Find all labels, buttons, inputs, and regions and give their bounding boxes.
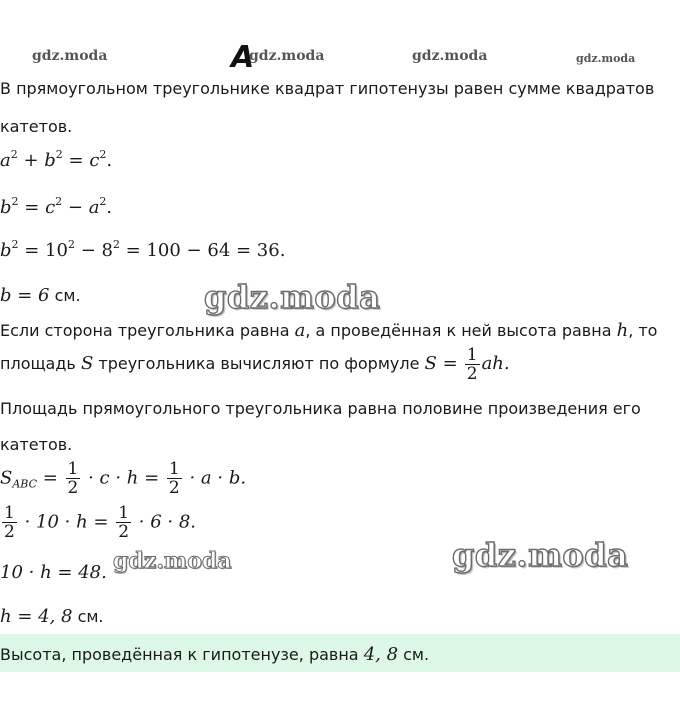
equation-s-abc: $S_{ABC}$ = $\frac{1}{2}$ · c · h = $\frac{1}{2}$ · a · b. xyxy=(0,459,247,498)
fraction-half: $\frac{1}{2}$ xyxy=(466,345,478,384)
right-area-line-1: Площадь прямоугольного треугольника равна половине произведения его xyxy=(0,399,641,418)
right-area-line-2: катетов. xyxy=(0,435,73,454)
equation-pythagoras: $a^2 + b^2 = c^2$. xyxy=(0,148,113,171)
equation-b-result xyxy=(0,285,81,306)
watermark-big-2: gdz.moda xyxy=(452,536,629,574)
watermark-top-2: gdz.moda xyxy=(249,48,325,64)
answer-box xyxy=(0,634,680,672)
theorem-line-2: катетов. xyxy=(0,117,73,136)
b-value: b = 6 xyxy=(0,285,50,306)
formula-rhs: ah. xyxy=(481,353,510,374)
unit-cm: см. xyxy=(54,286,81,305)
watermark-big-1: gdz.moda xyxy=(204,278,381,316)
answer-text: Высота, проведённая к гипотенузе, равна 4, 8 см. xyxy=(0,644,430,665)
watermark-top-1: gdz.moda xyxy=(32,48,108,64)
equation-10h: 10 · h = 48. xyxy=(0,562,107,583)
equation-b-value: $b^2 = 10^2 - 8^2 = 100 - 64 = 36$. xyxy=(0,238,286,261)
equation-b-squared: $b^2 = c^2 - a^2$. xyxy=(0,195,113,218)
watermark-top-3: gdz.moda xyxy=(412,48,488,64)
area-line-2: площадь S треугольника вычисляют по формуле S = $\frac{1}{2}$ ah. xyxy=(0,345,510,384)
formula-lhs: S = xyxy=(424,353,458,374)
equation-half-products: $\frac{1}{2}$ · 10 · h = $\frac{1}{2}$ · 6 · 8. xyxy=(4,503,197,542)
answer-value: 4, 8 xyxy=(363,644,399,665)
equation-h-result: h = 4, 8 см. xyxy=(0,606,104,627)
site-logo-letter: A xyxy=(231,40,255,75)
watermark-mid-1: gdz.moda xyxy=(113,548,232,574)
theorem-line-1: В прямоугольном треугольнике квадрат гипотенузы равен сумме квадратов xyxy=(0,79,655,98)
area-line-1: Если сторона треугольника равна a, а проведённая к ней высота равна h, то xyxy=(0,320,658,341)
watermark-top-4: gdz.moda xyxy=(576,52,636,65)
